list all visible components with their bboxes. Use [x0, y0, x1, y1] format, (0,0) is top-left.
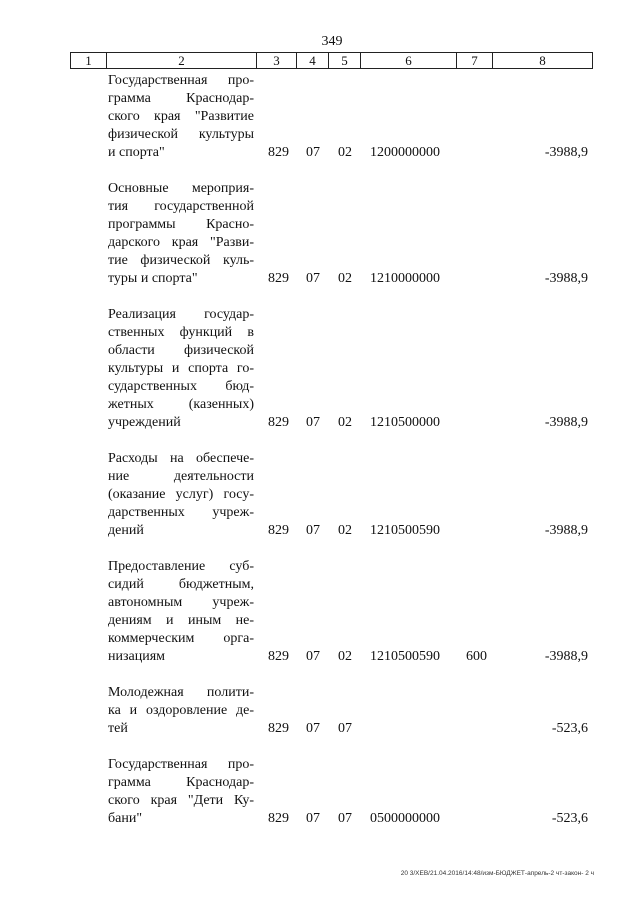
row-cell-c5: 02	[338, 271, 352, 286]
table-header	[70, 52, 593, 69]
header-cell: 2	[107, 53, 257, 69]
description-line: Государственная про-	[108, 757, 254, 772]
row-cell-c8: -523,6	[551, 811, 588, 826]
row-cell-c4: 07	[306, 523, 320, 538]
description-line: Реализация государ-	[108, 307, 254, 322]
description-line: ние деятельности	[108, 469, 254, 484]
description-line: (оказание услуг) госу-	[108, 487, 254, 502]
header-cell: 4	[297, 53, 329, 69]
header-cell: 5	[329, 53, 361, 69]
row-cell-c5: 07	[338, 811, 352, 826]
row-cell-c4: 07	[306, 415, 320, 430]
description-line: бани"	[108, 811, 143, 826]
row-cell-c3: 829	[268, 811, 289, 826]
row-cell-c6: 1210000000	[370, 271, 440, 286]
row-cell-c7: 600	[466, 649, 487, 664]
row-cell-c8: -3988,9	[544, 415, 588, 430]
row-cell-c3: 829	[268, 649, 289, 664]
table-row	[0, 180, 640, 288]
footer-file-path: 20 3/ХЕВ/21.04.2016/14:48/изм-БЮДЖЕТ-апрель-2 чт-закон- 2 ч	[400, 870, 594, 877]
description-line: тие физической куль-	[108, 253, 254, 268]
description-line: учреждений	[108, 415, 181, 430]
row-cell-c6: 1210500000	[370, 415, 440, 430]
row-description	[108, 72, 254, 162]
row-cell-c6: 0500000000	[370, 811, 440, 826]
row-cell-c3: 829	[268, 523, 289, 538]
description-line: грамма Краснодар-	[108, 91, 254, 106]
row-description	[108, 306, 254, 432]
description-line: сидий бюджетным,	[108, 577, 254, 592]
description-line: жетных (казенных)	[108, 397, 254, 412]
description-line: ственных функций в	[108, 325, 254, 340]
description-line: ского края "Развитие	[108, 109, 254, 124]
row-description	[108, 558, 254, 666]
row-cell-c8: -523,6	[551, 721, 588, 736]
row-cell-c3: 829	[268, 415, 289, 430]
row-description	[108, 450, 254, 540]
description-line: тия государственной	[108, 199, 254, 214]
description-line: физической культуры	[108, 127, 254, 142]
description-line: ка и оздоровление де-	[108, 703, 254, 718]
description-line: Основные мероприя-	[108, 181, 254, 196]
table-row	[0, 450, 640, 540]
description-line: тей	[108, 721, 128, 736]
header-cell: 7	[457, 53, 493, 69]
description-line: Государственная про-	[108, 73, 254, 88]
row-cell-c8: -3988,9	[544, 649, 588, 664]
row-cell-c8: -3988,9	[544, 145, 588, 160]
header-cell: 1	[71, 53, 107, 69]
header-cell: 6	[361, 53, 457, 69]
description-line: дарского края "Разви-	[108, 235, 254, 250]
description-line: автономным учреж-	[108, 595, 254, 610]
description-line: дениям и иным не-	[108, 613, 254, 628]
table-row	[0, 756, 640, 828]
description-line: области физической	[108, 343, 254, 358]
row-cell-c5: 02	[338, 649, 352, 664]
row-cell-c8: -3988,9	[544, 271, 588, 286]
table-row	[0, 684, 640, 738]
description-line: Молодежная полити-	[108, 685, 254, 700]
row-cell-c5: 02	[338, 523, 352, 538]
page-number: 349	[321, 34, 343, 49]
row-cell-c8: -3988,9	[544, 523, 588, 538]
description-line: дений	[108, 523, 144, 538]
table-row	[0, 72, 640, 162]
description-line: программы Красно-	[108, 217, 254, 232]
description-line: и спорта"	[108, 145, 165, 160]
description-line: низациям	[108, 649, 166, 664]
row-cell-c4: 07	[306, 721, 320, 736]
row-cell-c6: 1210500590	[370, 523, 440, 538]
row-cell-c3: 829	[268, 721, 289, 736]
row-cell-c4: 07	[306, 649, 320, 664]
row-description	[108, 684, 254, 738]
description-line: Расходы на обеспече-	[108, 451, 254, 466]
row-cell-c4: 07	[306, 271, 320, 286]
description-line: дарственных учреж-	[108, 505, 254, 520]
description-line: ского края "Дети Ку-	[108, 793, 254, 808]
description-line: коммерческим орга-	[108, 631, 254, 646]
table-row	[0, 558, 640, 666]
row-description	[108, 180, 254, 288]
row-description	[108, 756, 254, 828]
row-cell-c6: 1200000000	[370, 145, 440, 160]
header-row	[71, 53, 593, 69]
row-cell-c3: 829	[268, 271, 289, 286]
row-cell-c4: 07	[306, 145, 320, 160]
description-line: грамма Краснодар-	[108, 775, 254, 790]
row-cell-c4: 07	[306, 811, 320, 826]
table-row	[0, 306, 640, 432]
row-cell-c5: 02	[338, 145, 352, 160]
row-cell-c6: 1210500590	[370, 649, 440, 664]
row-cell-c3: 829	[268, 145, 289, 160]
header-cell: 3	[257, 53, 297, 69]
row-cell-c5: 02	[338, 415, 352, 430]
description-line: культуры и спорта го-	[108, 361, 254, 376]
description-line: туры и спорта"	[108, 271, 198, 286]
description-line: Предоставление суб-	[108, 559, 254, 574]
row-cell-c5: 07	[338, 721, 352, 736]
description-line: сударственных бюд-	[108, 379, 254, 394]
header-cell: 8	[493, 53, 593, 69]
